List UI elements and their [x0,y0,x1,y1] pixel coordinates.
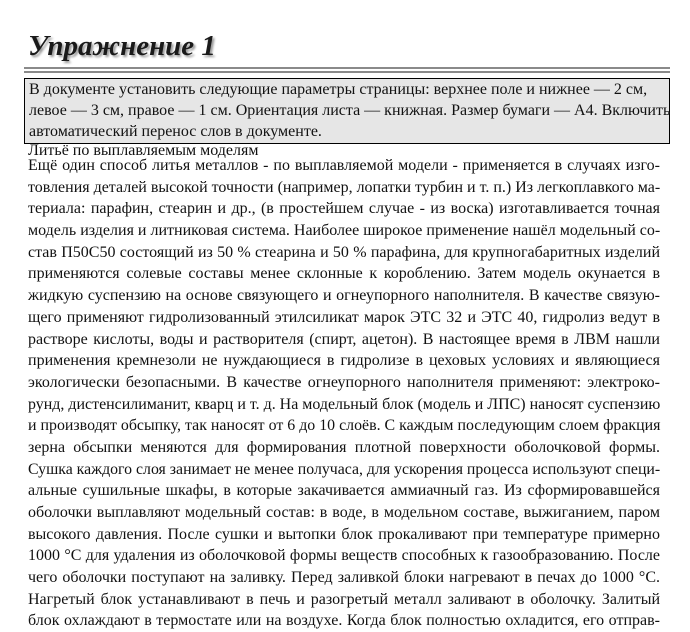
task-line: автоматический перенос слов в документе. [29,123,322,140]
body-line: териала: парафин, стеарин и др., (в простейшем случае - из воска) изготавливается точная [28,200,660,218]
task-box [24,78,670,144]
body-line: Ещё один способ литья металлов - по выплавляемой модели - применяется в случаях изго- [28,157,660,174]
body-line: экологически безопасными. В качестве огнеупорного наполнителя применяют: электроко- [28,373,660,391]
task-line: В документе установить следующие параметры страницы: верхнее поле и нижнее — 2 см, [29,81,648,98]
section-title: Литьё по выплавляемым моделям [28,142,259,159]
body-line: щего применяют гидролизованный этилсиликат марок ЭТС 32 и ЭТС 40, гидролиз ведут в [28,308,660,326]
body-line: товления деталей высокой точности (например, лопатки турбин и т. п.) Из легкоплавкого ма- [28,178,661,196]
body-line: став П50С50 состоящий из 50 % стеарина и 50 % парафина, для крупногабаритных изделий [28,243,660,261]
exercise-heading: Упражнение 1 [28,30,216,62]
body-line: зерна обсыпки меняются для формирования плотной поверхности оболочковой формы. [28,438,660,456]
body-line: применяются солевые составы менее склонные к короблению. Затем модель окунается в [28,265,660,283]
body-line: Сушка каждого слоя занимает не менее получаса, для ускорения процесса используют специ- [28,460,661,478]
body-line: применения кремнезоли не нуждающиеся в гидролизе в цеховых условиях и являющиеся [28,352,660,370]
body-line: альные сушильные шкафы, в которые закачивается аммиачный газ. Из сформировавшейся [28,482,660,500]
body-line: жидкую суспензию на основе связующего и огнеупорного наполнителя. В качестве связую- [28,287,660,305]
body-line: Нагретый блок устанавливают в печь и разогретый металл заливают в оболочку. Залитый [28,590,660,608]
body-line: модель изделия и литниковая система. Наиболее широкое применение нашёл модельный со- [28,222,661,240]
body-line: высокого давления. После сушки и вытопки блок прокаливают при температуре примерно [28,525,660,543]
task-line: левое — 3 см, правое — 1 см. Ориентация листа — книжная. Размер бумаги — А4. Включить [29,102,671,119]
body-line: 1000 °С для удаления из оболочковой формы веществ способных к газообразованию. После [28,547,660,565]
body-line: растворе кислоты, воды и растворителя (спирт, ацетон). В настоящее время в ЛВМ нашли [28,330,660,348]
heading-rule-top [24,67,670,69]
body-line: и производят обсыпку, так наносят от 6 до 10 слоёв. С каждым последующим слоем фракция [28,417,661,435]
body-line: рунд, дистенсилиманит, кварц и т. д. На модельный блок (модель и ЛПС) наносят суспензию [28,395,661,413]
body-line: оболочки выплавляют модельный состав: в воде, в модельном составе, выжиганием, паром [28,504,660,521]
heading-rule-bottom [24,71,670,73]
body-line: блок охлаждают в термостате или на воздухе. Когда блок полностью охладится, его отправ- [28,612,660,630]
body-line: чего оболочки поступают на заливку. Перед заливкой блоки нагревают в печах до 1000 °С. [28,569,660,587]
body-text [28,155,660,632]
